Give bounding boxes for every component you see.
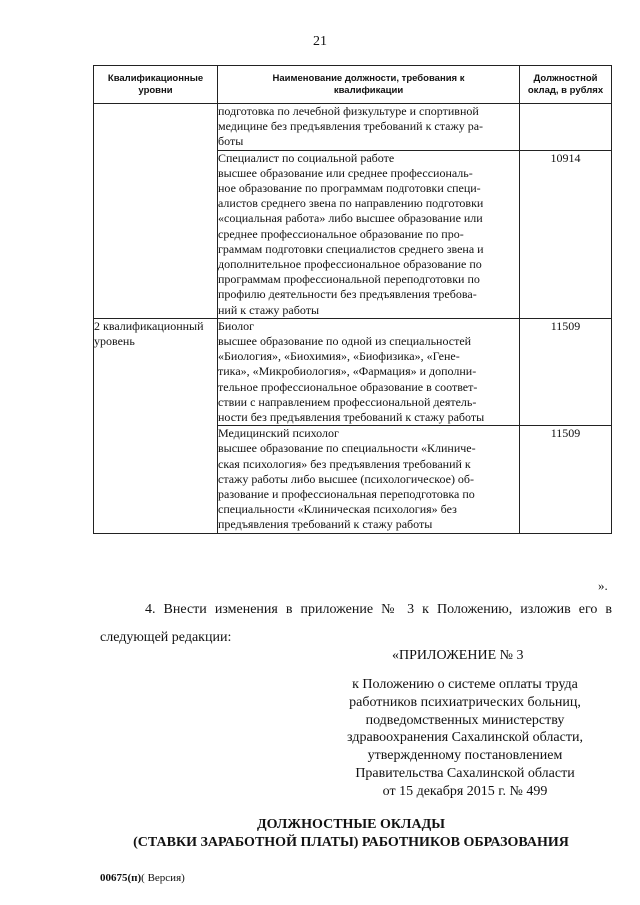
desc-line: Биолог — [218, 318, 255, 333]
level-line: 2 квалификационный — [94, 318, 204, 333]
salary-cell: 11509 — [520, 426, 612, 533]
section-heading — [95, 816, 607, 852]
position-description — [218, 318, 520, 425]
desc-line: предъявления требований к стажу работы — [218, 517, 433, 532]
appendix-line: от 15 декабря 2015 г. № 499 — [382, 783, 548, 799]
level-cell — [94, 318, 218, 533]
header-position-line: Наименование должности, требования к — [272, 72, 465, 84]
header-levels — [94, 66, 218, 104]
desc-line: тельное профессиональное образование в соответ- — [218, 379, 478, 394]
position-description — [218, 104, 520, 151]
header-position-line: квалификации — [333, 84, 404, 96]
heading-line: ДОЛЖНОСТНЫЕ ОКЛАДЫ — [257, 817, 445, 832]
header-salary — [520, 66, 612, 104]
desc-line: ний к стажу работы — [218, 302, 320, 317]
desc-line: боты — [218, 134, 244, 149]
level-cell-empty — [94, 104, 218, 319]
desc-line: «социальная работа» либо высшее образование или — [218, 211, 483, 226]
paragraph-line: 4. Внести изменения в приложение № 3 к Положению, изложив его в — [145, 602, 612, 617]
appendix-line: к Положению о системе оплаты труда — [352, 677, 578, 692]
position-description — [218, 150, 520, 318]
appendix-line: работников психиатрических больниц, — [349, 694, 581, 710]
desc-line: ное образование по программам подготовки специ- — [218, 181, 481, 196]
document-code — [100, 872, 185, 884]
desc-line: алистов среднего звена по направлению подготовки — [218, 196, 484, 211]
appendix-line: Правительства Сахалинской области — [355, 765, 575, 781]
desc-line: высшее образование по одной из специальностей — [218, 334, 472, 349]
desc-line: ности без предъявления требований к стажу работы — [218, 410, 485, 425]
desc-line: среднее профессиональное образование по про- — [218, 226, 464, 241]
desc-line: высшее образование или среднее профессиональ- — [218, 165, 473, 180]
document-version: ( Версия) — [141, 872, 185, 884]
desc-line: Специалист по социальной работе — [218, 150, 395, 165]
desc-line: тика», «Микробиология», «Фармация» и дополни- — [218, 364, 477, 379]
desc-line: специальности «Клиническая психология» без — [218, 502, 457, 517]
header-levels-line: уровни — [138, 84, 173, 96]
appendix-line: здравоохранения Сахалинской области, — [347, 730, 583, 746]
appendix-line: утвержденному постановлением — [367, 748, 563, 764]
desc-line: медицине без предъявления требований к стажу ра- — [218, 119, 484, 134]
salary-cell: 10914 — [520, 150, 612, 318]
desc-line: Медицинский психолог — [218, 426, 339, 441]
appendix-line: подведомственных министерству — [365, 712, 565, 728]
page-number: 21 — [313, 34, 327, 49]
salary-cell: 11509 — [520, 318, 612, 425]
level-line: уровень — [94, 333, 135, 348]
desc-line: ствии с направлением профессиональной деятель- — [218, 394, 477, 409]
desc-line: программам профессиональной переподготовки по — [218, 272, 480, 287]
header-salary-line: оклад, в рублях — [527, 84, 604, 96]
desc-line: граммам подготовки специалистов среднего звена и — [218, 241, 484, 256]
appendix-title: «ПРИЛОЖЕНИЕ № 3 — [392, 648, 524, 663]
desc-line: стажу работы либо высшее (психологическое) об- — [218, 471, 475, 486]
desc-line: высшее образование по специальности «Клиниче- — [218, 441, 476, 456]
table-row — [94, 318, 612, 425]
desc-line: разование и профессиональная переподготовка по — [218, 487, 475, 502]
table-row — [94, 104, 612, 151]
desc-line: дополнительное профессиональное образование по — [218, 257, 482, 272]
appendix-reference — [330, 676, 600, 801]
heading-line: (СТАВКИ ЗАРАБОТНОЙ ПЛАТЫ) РАБОТНИКОВ ОБРАЗОВАНИЯ — [133, 835, 569, 850]
desc-line: ская психология» без предъявления требований к — [218, 456, 471, 471]
header-levels-line: Квалификационные — [107, 72, 204, 84]
desc-line: подготовка по лечебной физкультуре и спортивной — [218, 104, 479, 118]
header-salary-line: Должностной — [533, 72, 598, 84]
closing-quote: ». — [598, 578, 608, 593]
desc-line: «Биология», «Биохимия», «Биофизика», «Гене- — [218, 349, 460, 364]
salary-cell — [520, 104, 612, 151]
desc-line: профилю деятельности без предъявления требова- — [218, 287, 477, 302]
qualification-table — [93, 65, 612, 534]
position-description — [218, 426, 520, 533]
document-code-number: 00675(п) — [100, 872, 142, 884]
header-position — [218, 66, 520, 104]
table-header-row — [94, 66, 612, 104]
paragraph-line: следующей редакции: — [100, 630, 232, 645]
